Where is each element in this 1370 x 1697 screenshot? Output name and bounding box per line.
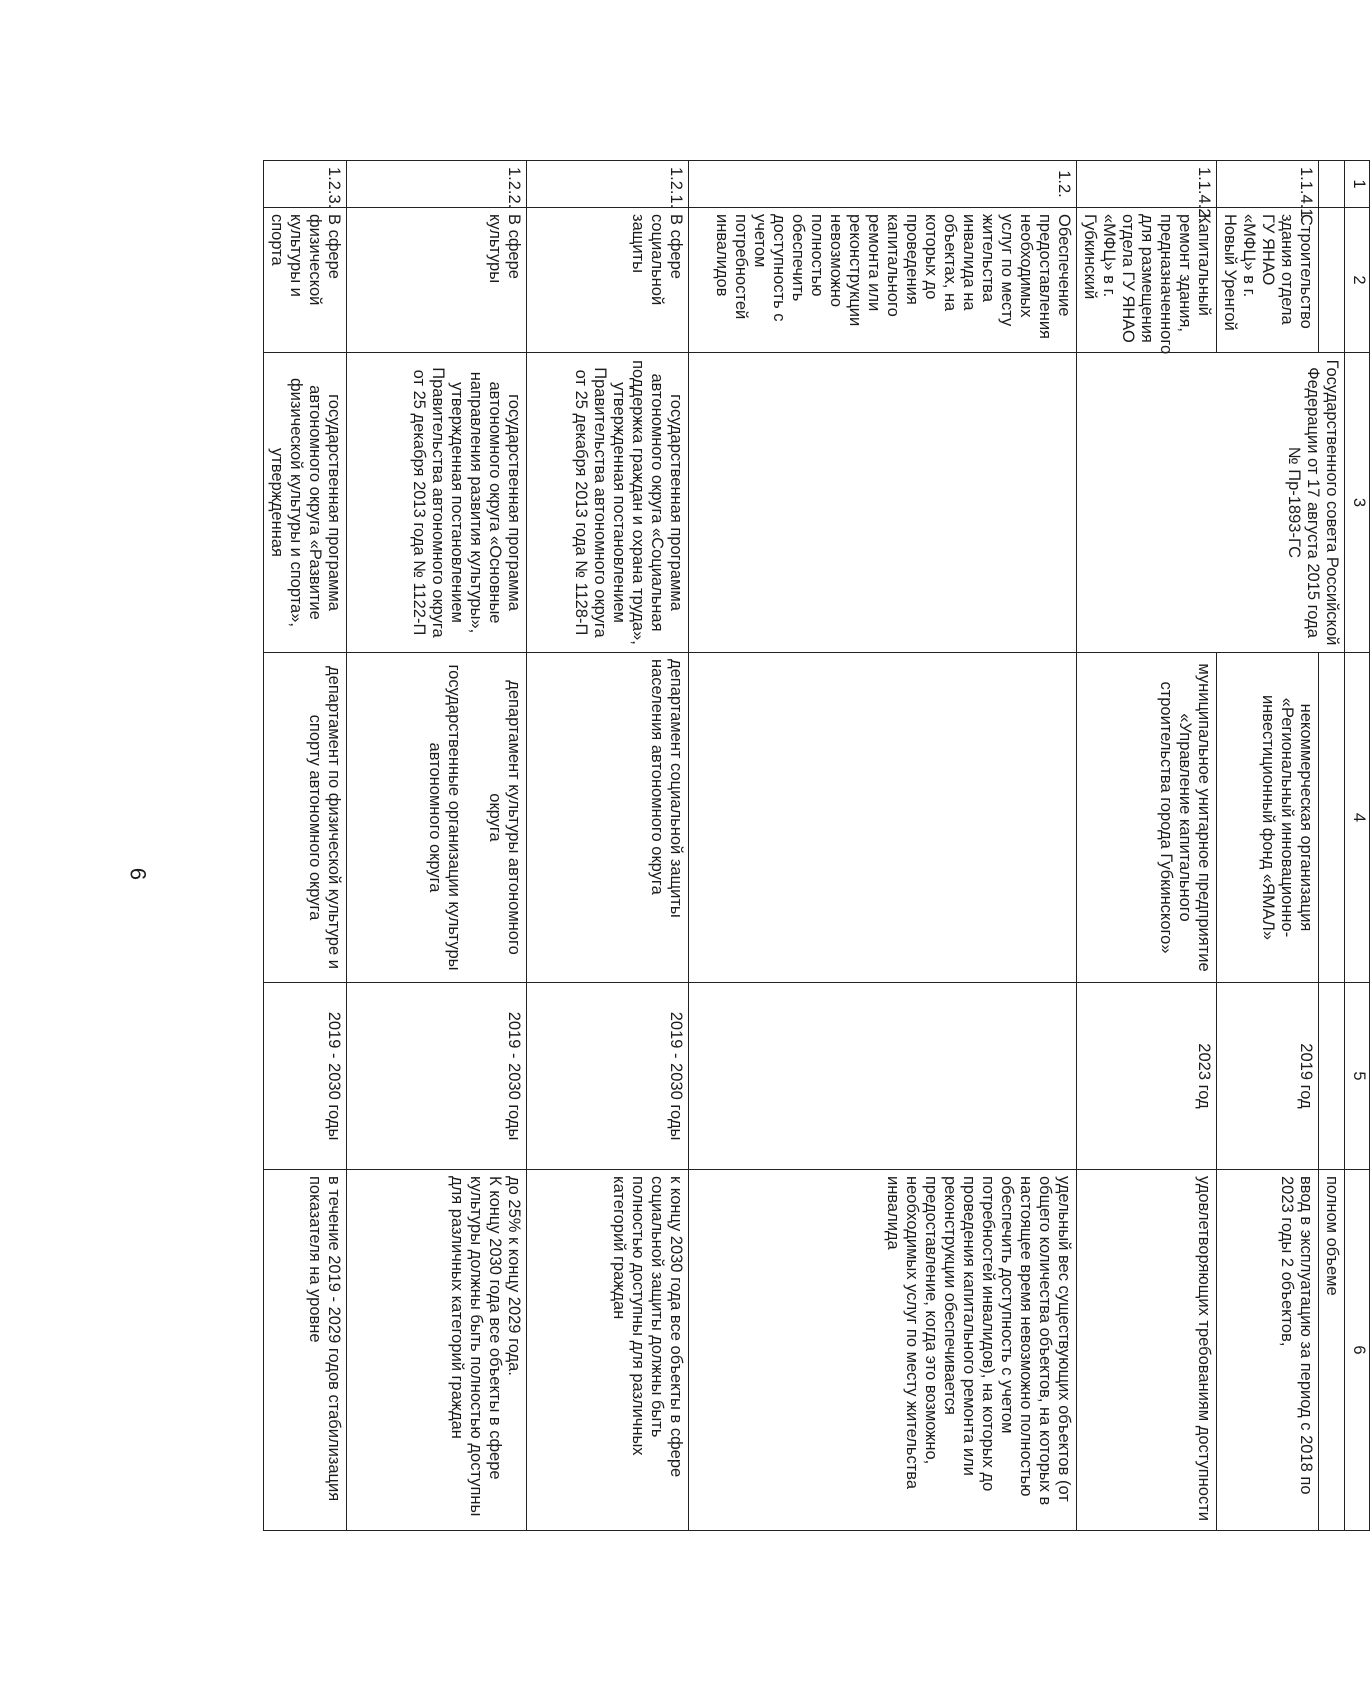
activity-name: В сфере физической культуры и спорта (264, 208, 347, 353)
basis-cell: государственная программа автономного округа «Социальная поддержка граждан и охрана труда», утвержденная постановлением Правительства автономного округа от 25 декабря 2013 года № 1128-П (527, 353, 689, 653)
row-number: 1.2.2. (347, 161, 527, 208)
result-cell: полном объеме (1319, 1170, 1345, 1531)
result-cell: удовлетворяющих требованиям доступности (1077, 1170, 1217, 1531)
term-cell: 2019 - 2030 годы (347, 983, 527, 1170)
column-header: 6 (1345, 1170, 1370, 1531)
table-row (264, 161, 347, 1531)
executor-line: департамент культуры автономного округа (486, 680, 523, 955)
activity-name: Капитальный ремонт здания, предназначенного для размещения отдела ГУ ЯНАО «МФЦ» в г. Губкинский (1077, 208, 1217, 353)
row-number: 1.1.4.2. (1077, 161, 1217, 208)
term-cell: 2023 год (1077, 983, 1217, 1170)
result-cell: к концу 2030 года все объекты в сфере социальной защиты должны быть полностью доступны для различных категорий граждан (527, 1170, 689, 1531)
executor-cell: департамент по физической культуре и спорту автономного округа (264, 653, 347, 983)
executor-cell: некоммерческая организация «Региональный инновационно-инвестиционный фонд «ЯМАЛ» (1217, 653, 1319, 983)
continuation-row (1319, 161, 1345, 1531)
result-line: К концу 2030 года все объекты в сфере культуры должны быть полностью доступны для различных категорий граждан (448, 1176, 504, 1517)
activity-name: В сфере социальной защиты (527, 208, 689, 353)
column-header: 5 (1345, 983, 1370, 1170)
column-header: 1 (1345, 161, 1370, 208)
activity-name: Обеспечение предоставления необходимых услуг по месту жительства инвалида на объектах, на которых до проведения капитального ремонта или реконструкции невозможно полностью обеспечить доступность с учетом потребностей инвалидов (689, 208, 1077, 353)
row-number: 1.2. (689, 161, 1077, 208)
result-line: до 25% к концу 2029 года. (505, 1176, 523, 1376)
column-header: 3 (1345, 353, 1370, 653)
row-number: 1.2.1. (527, 161, 689, 208)
column-header: 2 (1345, 208, 1370, 353)
executor-cell: муниципальное унитарное предприятие «Управление капитального строительства города Губкинского» (1077, 653, 1217, 983)
result-cell: удельный вес существующих объектов (от общего количества объектов, на которых в настоящее время невозможно полностью обеспечить доступность с учетом потребностей инвалидов), на которых до проведения капитального ремонта или реконструкции обеспечивается предоставление, когда это возможно, необходимых услуг по месту жительства инвалида (689, 1170, 1077, 1531)
term-cell: 2019 год (1217, 983, 1319, 1170)
page-number: 9 (126, 867, 151, 881)
basis-cell: Государственного совета Российской Федерации от 17 августа 2015 года № Пр-1893-ГС (1077, 353, 1345, 653)
executor-cell: департамент социальной защиты населения автономного округа (527, 653, 689, 983)
result-cell: в течение 2019 - 2029 годов стабилизация показателя на уровне (264, 1170, 347, 1531)
executor-cell (347, 653, 527, 983)
row-number: 1.1.4.1. (1217, 161, 1319, 208)
activities-table (263, 160, 1370, 1531)
result-cell: ввод в эксплуатацию за период с 2018 по 2023 годы 2 объектов, (1217, 1170, 1319, 1531)
basis-cell: государственная программа автономного округа «Основные направления развития культуры», утвержденная постановлением Правительства автономного округа от 25 декабря 2013 года № 1122-П (347, 353, 527, 653)
activity-name: Строительство здания отдела ГУ ЯНАО «МФЦ» в г. Новый Уренгой (1217, 208, 1319, 353)
rotated-document (268, 160, 1370, 1530)
row-number: 1.2.3. (264, 161, 347, 208)
table-row (527, 161, 689, 1531)
activity-name: В сфере культуры (347, 208, 527, 353)
term-cell: 2019 - 2030 годы (527, 983, 689, 1170)
table-row (347, 161, 527, 1531)
result-cell (347, 1170, 527, 1531)
executor-line: государственные организации культуры автономного округа (426, 664, 463, 971)
column-header: 4 (1345, 653, 1370, 983)
term-cell: 2019 - 2030 годы (264, 983, 347, 1170)
basis-cell: государственная программа автономного округа «Развитие физической культуры и спорта», утвержденная (264, 353, 347, 653)
table-row (689, 161, 1077, 1531)
header-row (1345, 161, 1370, 1531)
